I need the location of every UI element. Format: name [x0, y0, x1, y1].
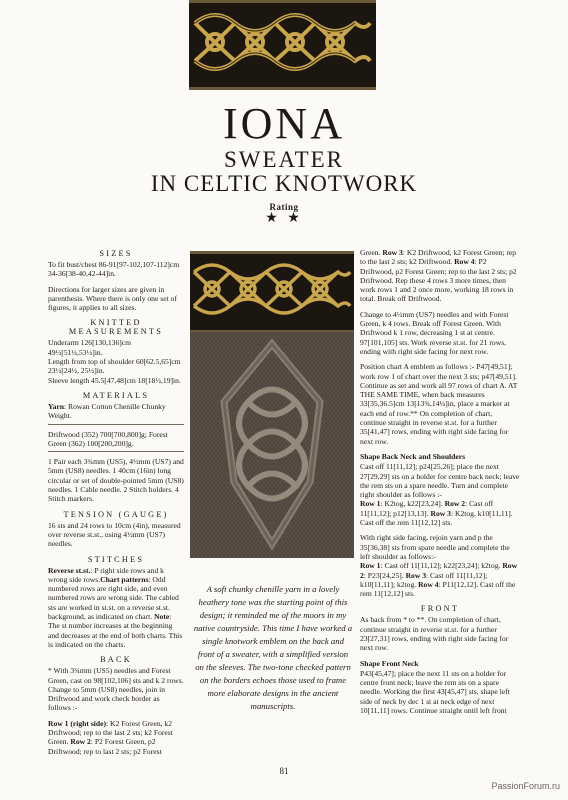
designer-quote: A soft chunky chenille yarn in a lovely heathery tone was the starting point of this design; it reminded me of the moors in my native countryside. This time I have worked a single knotwork emblem on the back and front of a sweater, with a simplified version on the sleeves. The two-tone checked pattern on the borders echoes those used to frame more elaborate designs in the ancient manuscripts. — [193, 584, 353, 711]
right-column — [360, 248, 520, 721]
back-chart-position: Position chart A emblem as follows :- P47[49,51]; work row 1 of chart over the next 3 sts; p47[49,51]. Continue as set and work all 97 rows of chart A. AT THE SAME TIME, when back measures 33[35,36.5]cm 13[13¾,14¼]in, place a marker at each end of row.** On completion of chart, continue straight in reverse st.st. for a further 35[41,47] rows, ending with right side facing for next row. — [360, 362, 518, 446]
tension-heading: TENSION (GAUGE) — [63, 509, 169, 519]
sweater-knit-photo — [190, 332, 354, 558]
celtic-band-middle — [190, 251, 354, 333]
row3-text: : K2 Driftwood, k2 Forest Green; rep to the last 2 sts; k2 Driftwood. — [360, 248, 517, 267]
row2-label: Row 2 — [70, 737, 91, 747]
pattern-subtitle-sweater: SWEATER — [223, 147, 345, 172]
rating-label: Rating — [269, 202, 299, 212]
stitches-text — [48, 566, 184, 650]
divider — [48, 451, 184, 452]
sizes-heading: SIZES — [99, 249, 133, 258]
measure-sleeve: Sleeve length 45.5[47,48]cm 18[18½,19]in. — [48, 375, 181, 385]
sb-row1-text: : K2tog, k22[23,24]. — [380, 499, 445, 509]
rating-stars: ★ ★ — [265, 211, 303, 226]
materials-heading: MATERIALS — [82, 390, 150, 400]
ls-row1-text: : Cast off 11[11,12]; k22[23,24]; k2tog. — [380, 561, 503, 571]
ls-row2-text: : P23[24,25]. — [363, 570, 406, 580]
yarn-text: : Rowan Cotton Chenille Chunky Weight. — [48, 401, 166, 421]
row1-text: : K2 Forest Green, k2 Driftwood; rep to the last 2 sts; k2 Forest Green. — [48, 718, 173, 747]
knotwork-emblem-icon — [190, 332, 354, 558]
stitches-heading: STITCHES — [87, 554, 145, 564]
shape-back-intro: Cast off 11[11,12]; p24[25,26]; place the next 27[29,29] sts on a holder for centre back neck; leave the rem sts on a spare needle. Turn and complete right shoulder as follows :- — [360, 462, 520, 500]
yarn-label: Yarn — [48, 401, 65, 411]
shape-front-heading: Shape Front Neck — [360, 658, 419, 668]
celtic-knot-icon — [190, 254, 354, 324]
left-shoulder-intro: With right side facing, rejoin yarn and p the 35[36,38] sts from spare needle and complete the left shoulder as follows:- — [360, 533, 510, 561]
row2-text: : P2 Forest Green, p2 Driftwood; rep to last 2 sts; p2 Forest — [48, 737, 162, 756]
sb-row2-label: Row 2 — [444, 499, 466, 509]
back-rows — [48, 719, 184, 756]
rev-stst-label: Reverse st.st. — [48, 565, 91, 575]
pattern-title: IONA — [223, 99, 345, 148]
measure-length: Length from top of shoulder 60[62.5,65]cm 23½[24½, 25½]in. — [48, 357, 181, 376]
back-heading: BACK — [100, 655, 132, 665]
back-continued — [360, 248, 520, 304]
ls-row3-text: : Cast off 11[11,12]; k10[11,11]; k2tog. — [360, 570, 488, 589]
note-label: Note — [154, 612, 170, 622]
ls-row1-label: Row 1 — [360, 561, 381, 571]
materials-colours: Driftwood (352) 700[700,800]g; Forest Green (362) 100[200,200]g. — [48, 429, 168, 448]
sizes-note: Directions for larger sizes are given in parenthesis. Where there is only one set of figures, it applies to all sizes. — [48, 284, 177, 313]
shape-front-text: P43[45,47]; place the next 11 sts on a holder for centre front neck; leave the rem sts on a spare needle. Working the first 43[45,47] sts, shape left side of neck by dec 1 st at neck edge of next 10[11,11] rows. Continue straight until left front — [360, 668, 510, 716]
sizes-fit: To fit bust/chest 86-91[97-102,107-112]cm 34-36[38-40,42-44]in. — [48, 260, 180, 279]
shape-back-heading: Shape Back Neck and Shoulders — [360, 451, 466, 461]
back-intro: * With 3¾mm (US5) needles and Forest Green, cast on 98[102,106] sts and k 2 rows. Change to 5mm (US8) needles, join in Driftwood and work check border as follows :- — [48, 666, 184, 713]
sb-row2-text: : Cast off 11[11,12]; p12[13,13]. — [360, 499, 494, 518]
row4-text: : P2 Driftwood, p2 Forest Green; rep to the last 2 sts; p2 Driftwood. Rep these 4 rows 3 more times, then work rows 1 and 2 once more, working 18 rows in total. Break off Driftwood. — [360, 257, 517, 304]
materials-yarn — [48, 402, 184, 421]
row3-label: Row 3 — [382, 248, 403, 257]
row4-label: Row 4 — [454, 257, 475, 267]
ls-row4-label: Row 4 — [418, 579, 439, 589]
divider — [48, 424, 184, 425]
celtic-knot-icon — [189, 3, 376, 81]
chart-patterns-label: Chart patterns — [100, 574, 149, 584]
measure-underarm: Underarm 126[130,136]cm 49½[51¼,53½]in. — [48, 338, 132, 357]
sb-row1-label: Row 1 — [360, 499, 381, 509]
ls-row3-label: Row 3 — [405, 570, 427, 580]
celtic-band-top — [189, 0, 376, 90]
back-body: Change to 4½mm (US7) needles and with Forest Green, k 4 rows. Break off Forest Green. With Driftwood k 1 row, decreasing 1 st at centre. 97[101,105] sts. Work reverse st.st. for 21 rows, ending with right side facing for next row. — [360, 309, 509, 356]
measurements-heading-2: MEASUREMENTS — [68, 327, 164, 337]
watermark: PassionForum.ru — [491, 781, 560, 791]
ls-row4-text: : P11[12,12]. Cast off the rem 11[12,12] sts. — [360, 579, 516, 599]
measurements-heading-1: KNITTED — [90, 318, 142, 328]
row1-label: Row 1 (right side) — [48, 718, 107, 728]
sb-row3-text: : K2tog, k10[11,11]. Cast off the rem 11[12,12] sts. — [360, 508, 513, 528]
rev-stst-text: : P right side rows and k wrong side rows. — [48, 565, 164, 584]
front-text: As back from * to **. On completion of chart, continue straight in reverse st.st. for a further 23[27,31] rows, ending with right side facing for next row. — [360, 615, 509, 653]
shape-back-text — [360, 462, 520, 527]
ls-row2-label: Row 2 — [360, 561, 518, 580]
pattern-subtitle-celtic: IN CELTIC KNOTWORK — [150, 171, 418, 196]
sb-row3-label: Row 3 — [430, 508, 451, 518]
page-number: 81 — [279, 766, 289, 776]
shape-left-shoulder — [360, 533, 520, 598]
tension-text: 16 sts and 24 rows to 10cm (4in), measured over reverse st.st., using 4½mm (US7) needles. — [48, 520, 181, 549]
materials-needles: 1 Pair each 3¾mm (US5), 4½mm (US7) and 5mm (US8) needles. 1 40cm (16in) long circular or set of double-pointed 5mm (US8) needles. 1 Cable needle. 2 Stitch holders. 4 Stitch markers. — [48, 457, 184, 504]
left-column — [48, 245, 184, 762]
back-cont-green: Green. — [360, 248, 383, 257]
note-text: : The st number increases at the beginning and decreases at the end of both charts. This is indicated on the charts. — [48, 612, 183, 649]
front-heading: FRONT — [420, 604, 460, 614]
chart-patterns-text: : Odd numbered rows are right side, and even numbered rows are wrong side. The cabled sts are worked in st.st. on a reverse st.st. background, as indicated on chart. — [48, 574, 179, 622]
